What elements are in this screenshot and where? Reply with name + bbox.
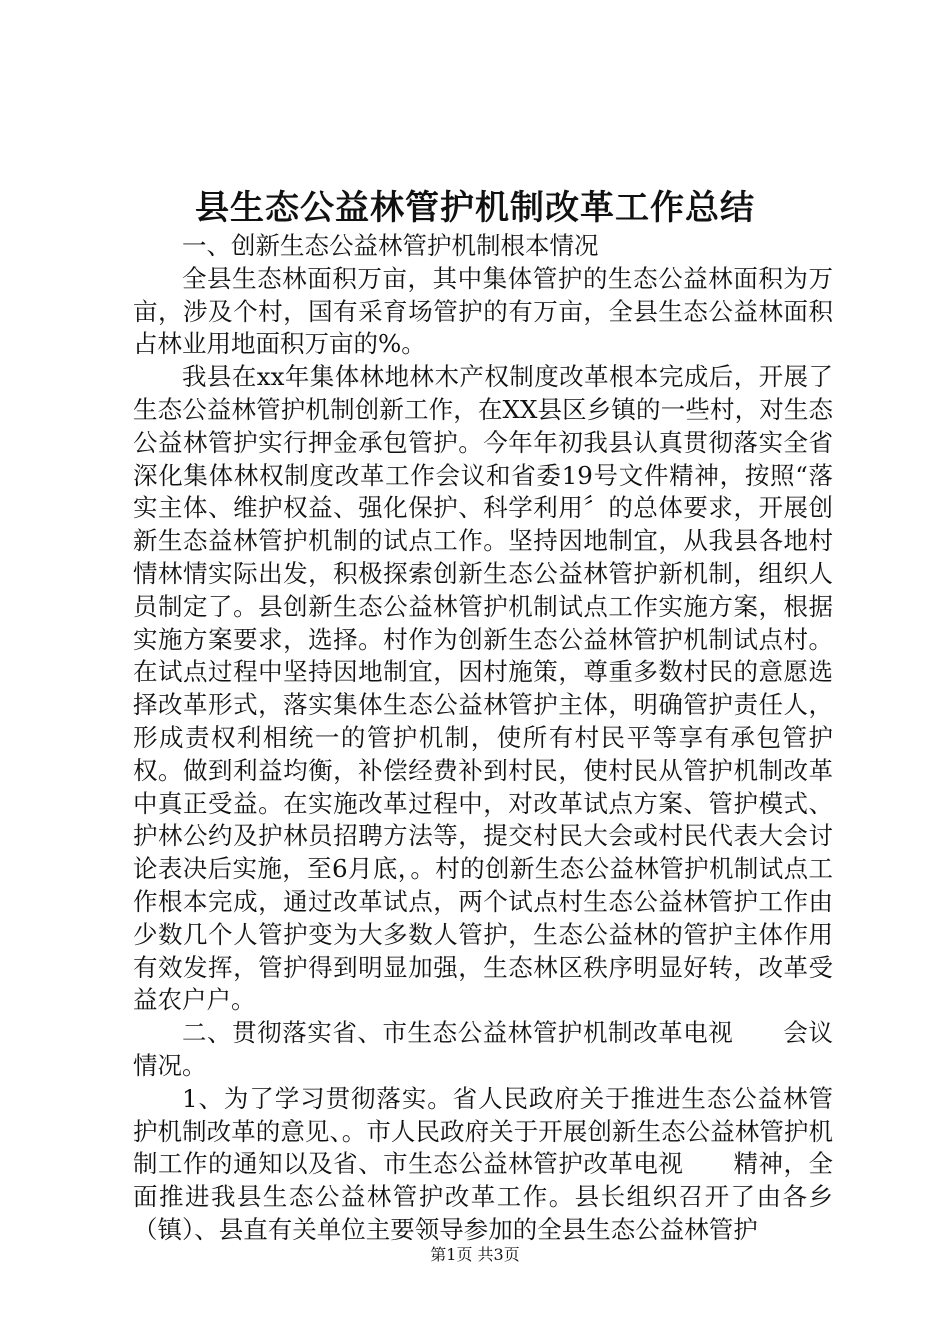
document-title: 县生态公益林管护机制改革工作总结 xyxy=(195,188,755,228)
section-heading-1: 一、创新生态公益林管护机制根本情况 xyxy=(182,231,599,260)
paragraph-reform-progress: 我县在xx年集体林地林木产权制度改革根本完成后，开展了生态公益林管护机制创新工作，在XX县区乡镇的一些村，对生态公益林管护实行押金承包管护。今年年初我县认真贯彻落实全省深化集体林权制度改革工作会议和省委19号文件精神，按照“落实主体、维护权益、强化保护、科学利用〞的总体要求，开展创新生态益林管护机制的试点工作。坚持因地制宜，从我县各地村情林情实际出发，积极探索创新生态公益林管护新机制，组织人员制定了。县创新生态公益林管护机制试点工作实施方案，根据实施方案要求，选择。村作为创新生态公益林管护机制试点村。在试点过程中坚持因地制宜，因村施策，尊重多数村民的意愿选择改革形式，落实集体生态公益林管护主体，明确管护责任人，形成责权利相统一的管护机制，使所有村民平等享有承包管护权。做到利益均衡，补偿经费补到村民，使村民从管护机制改革中真正受益。在实施改革过程中，对改革试点方案、管护模式、护林公约及护林员招聘方法等，提交村民大会或村民代表大会讨论表决后实施，至6月底，。村的创新生态公益林管护机制试点工作根本完成，通过改革试点，两个试点村生态公益林管护工作由少数几个人管护变为大多数人管护，生态公益林的管护主体作用有效发挥，管护得到明显加强，生态林区秩序明显好转，改革受益农户户。 xyxy=(133,362,833,1015)
section-heading-2: 二、贯彻落实省、市生态公益林管护机制改革电视 会议情况。 xyxy=(133,1018,833,1080)
page-footer: 第1页 共3页 xyxy=(430,1245,520,1264)
document-body xyxy=(133,230,833,1247)
paragraph-implementation: 1、为了学习贯彻落实。省人民政府关于推进生态公益林管护机制改革的意见、。市人民政府关于开展创新生态公益林管护机制工作的通知以及省、市生态公益林管护改革电视 精神，全面推进我县生态公益林管护改革工作。县长组织召开了由各乡（镇）、县直有关单位主要领导参加的全县生态公益林管护 xyxy=(133,1083,833,1244)
paragraph-area-summary: 全县生态林面积万亩，其中集体管护的生态公益林面积为万亩，涉及个村，国有采育场管护的有万亩，全县生态公益林面积占林业用地面积万亩的%。 xyxy=(133,263,833,359)
